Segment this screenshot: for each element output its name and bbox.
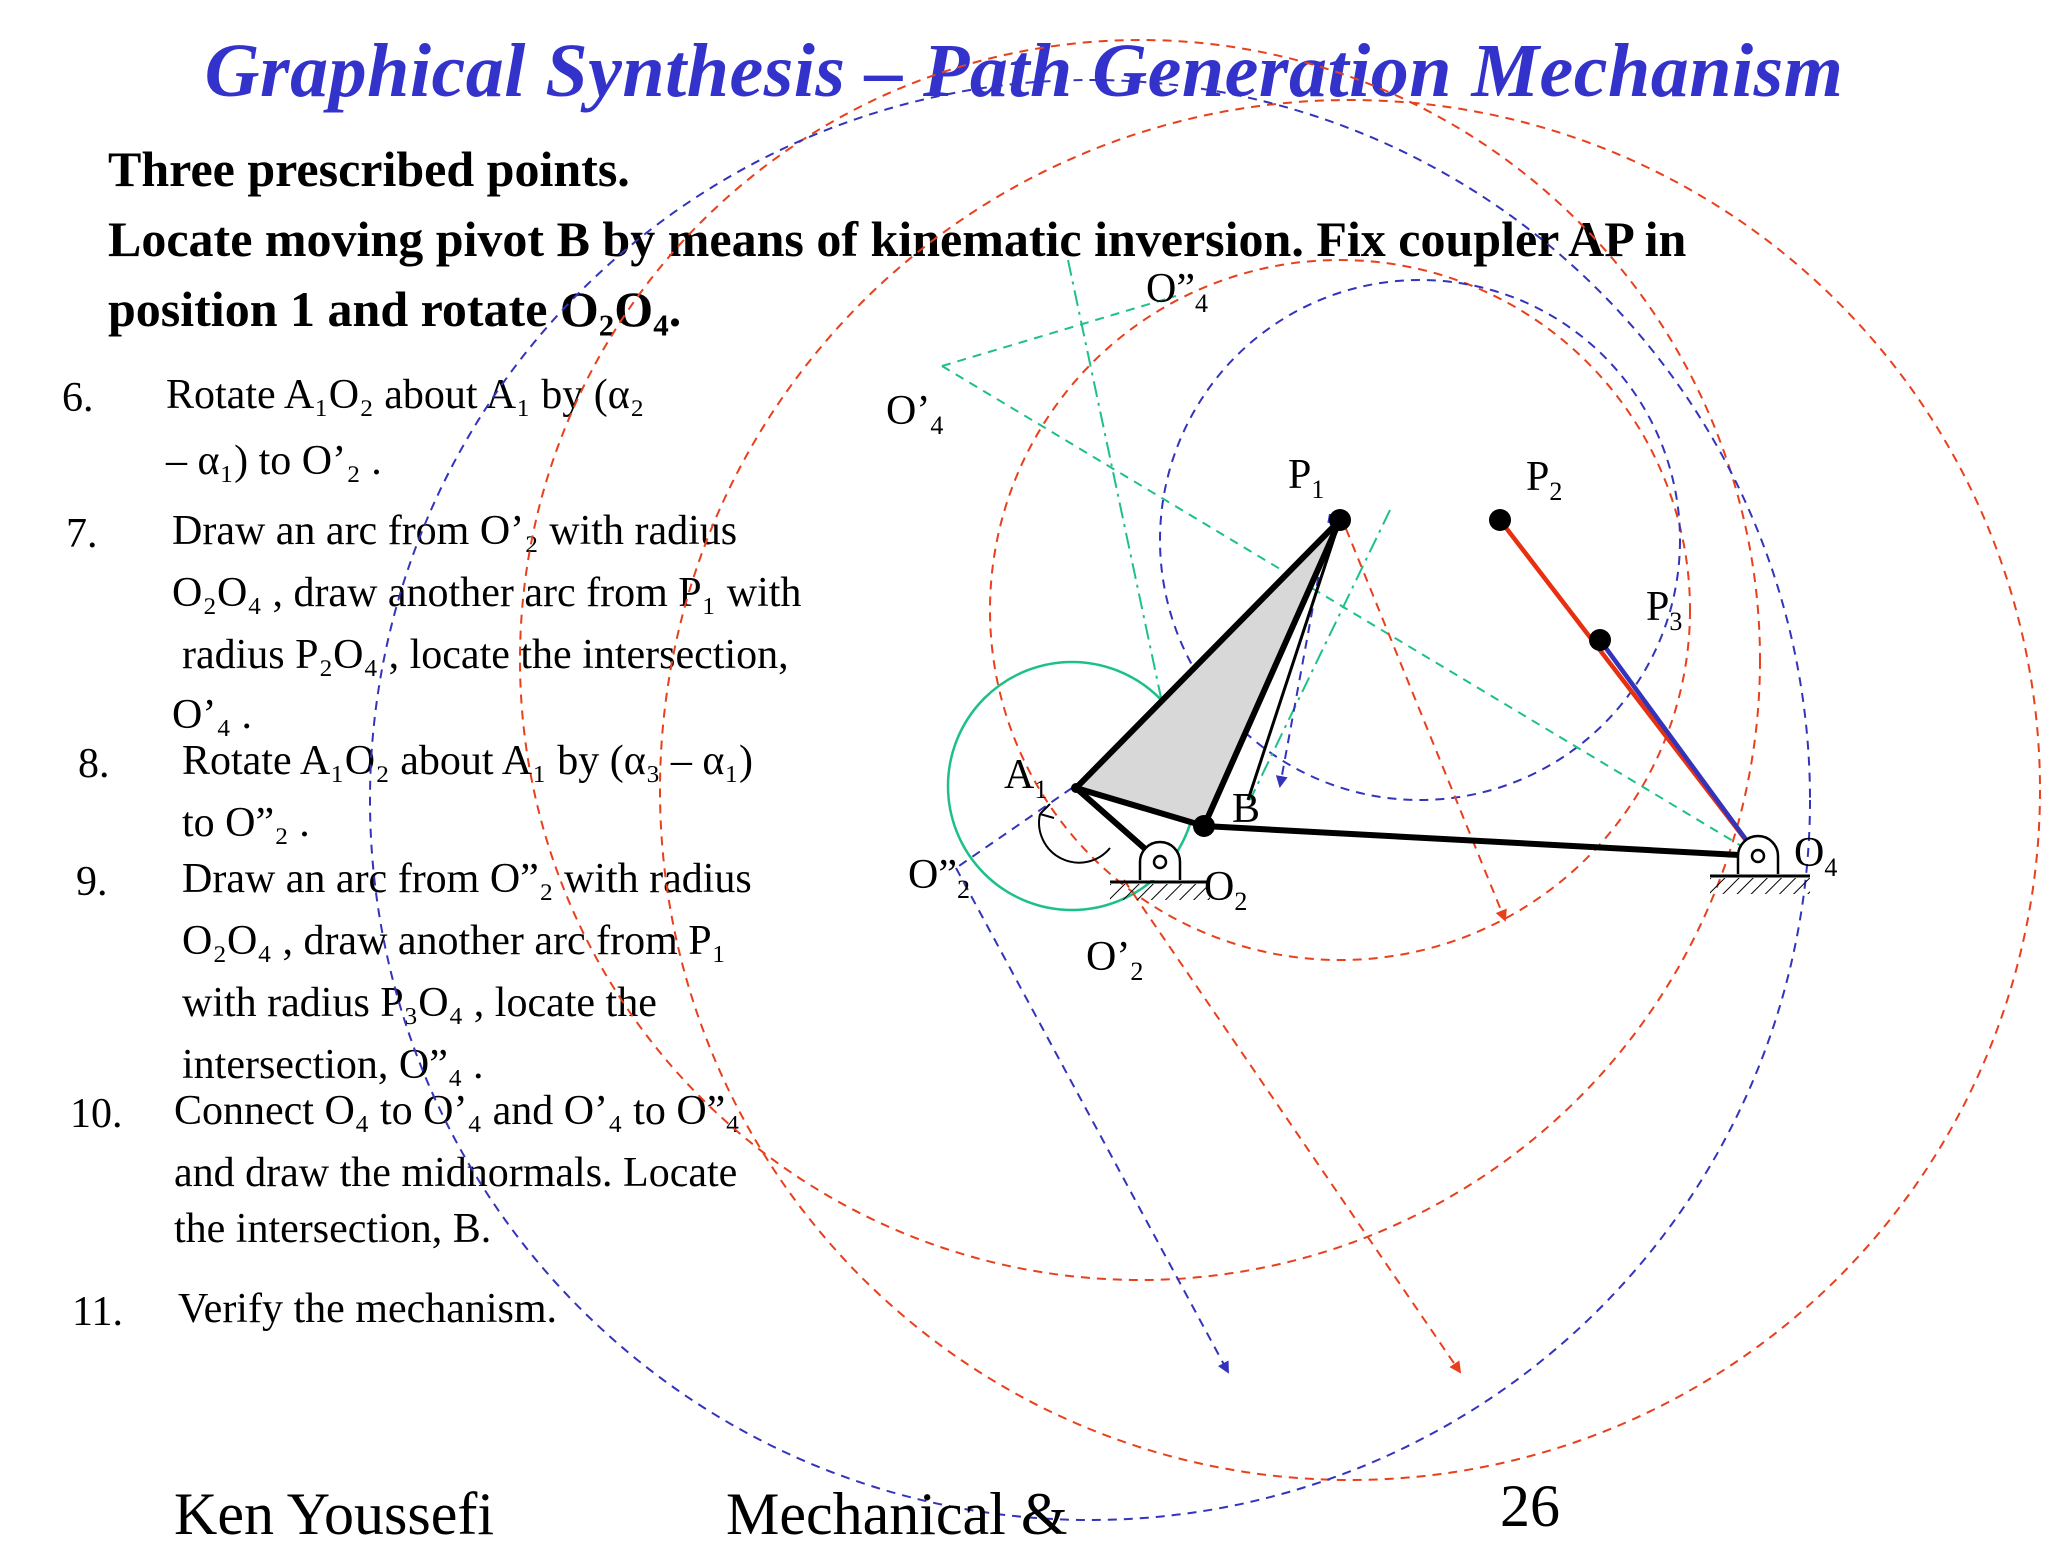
step-7-line-1: Draw an arc from O’₂ with radius — [172, 508, 738, 554]
construction-circle-red-medium — [520, 40, 1760, 1280]
label-o4: $O_4$ — [1794, 830, 1838, 882]
step-9-line-4: intersection, O”₄ . — [182, 1042, 484, 1088]
label-p2: $P_2$ — [1526, 454, 1563, 506]
label-o2: $O_2$ — [1204, 864, 1248, 916]
point-p2 — [1489, 509, 1511, 531]
label-o4-double-prime: $O”_4$ — [1146, 266, 1208, 318]
step-7-line-3: radius P₂O₄ , locate the intersection, — [182, 632, 789, 678]
step-11-number: 11. — [72, 1289, 123, 1335]
construction-circle-red-inner — [990, 260, 1690, 960]
label-b: B — [1232, 786, 1261, 832]
label-o2-double-prime: $O”_2$ — [908, 852, 970, 904]
step-8-line-2: to O”₂ . — [182, 800, 310, 846]
blue-link — [1600, 640, 1758, 856]
step-7-line-2: O₂O₄ , draw another arc from P₁ with — [172, 570, 802, 616]
step-6-line-1: Rotate A₁O₂ about A₁ by (α₂ — [166, 372, 645, 418]
footer-page-number: 26 — [1500, 1473, 1560, 1539]
point-a1 — [1071, 783, 1081, 793]
step-9-line-1: Draw an arc from O”₂ with radius — [182, 856, 752, 902]
step-9-line-2: O₂O₄ , draw another arc from P₁ — [182, 918, 727, 964]
rocker-link — [1204, 826, 1758, 856]
label-a1: $A_1$ — [1004, 752, 1048, 804]
intro-line-2: Locate moving pivot B by means of kinematic inversion. Fix coupler AP in — [108, 211, 1687, 267]
footer-department: Mechanical & — [726, 1481, 1068, 1547]
point-p1 — [1329, 509, 1351, 531]
step-7-line-4: O’₄ . — [172, 692, 252, 738]
label-p1: $P_1$ — [1288, 452, 1325, 504]
step-10-line-3: the intersection, B. — [174, 1206, 492, 1252]
step-9-line-3: with radius P₃O₄ , locate the — [182, 980, 657, 1026]
point-p3 — [1589, 629, 1611, 651]
step-7-number: 7. — [66, 511, 98, 557]
ground-pivot-o2 — [1110, 842, 1210, 900]
construction-circle-red-large — [660, 100, 2040, 1480]
step-6-number: 6. — [62, 375, 94, 421]
step-6-line-2: – α₁) to O’₂ . — [166, 438, 382, 484]
point-b — [1193, 815, 1215, 837]
footer-author: Ken Youssefi — [174, 1481, 495, 1547]
step-8-number: 8. — [78, 741, 110, 787]
label-o2-prime: $O’_2$ — [1086, 934, 1144, 986]
step-9-number: 9. — [76, 859, 108, 905]
step-8-line-1: Rotate A₁O₂ about A₁ by (α₃ – α₁) — [182, 738, 753, 784]
step-11-line-1: Verify the mechanism. — [178, 1286, 558, 1332]
step-10-line-2: and draw the midnormals. Locate — [174, 1150, 738, 1196]
label-p3: $P_3$ — [1646, 584, 1683, 636]
step-10-line-1: Connect O₄ to O’₄ and O’₄ to O”₄ — [174, 1088, 740, 1134]
step-10-number: 10. — [70, 1091, 123, 1137]
label-o4-prime: $O’_4$ — [886, 388, 944, 440]
intro-line-1: Three prescribed points. — [108, 141, 630, 197]
intro-line-3: position 1 and rotate $O_2O_4$. — [108, 281, 682, 343]
slide-title: Graphical Synthesis – Path Generation Mechanism — [204, 29, 1844, 113]
